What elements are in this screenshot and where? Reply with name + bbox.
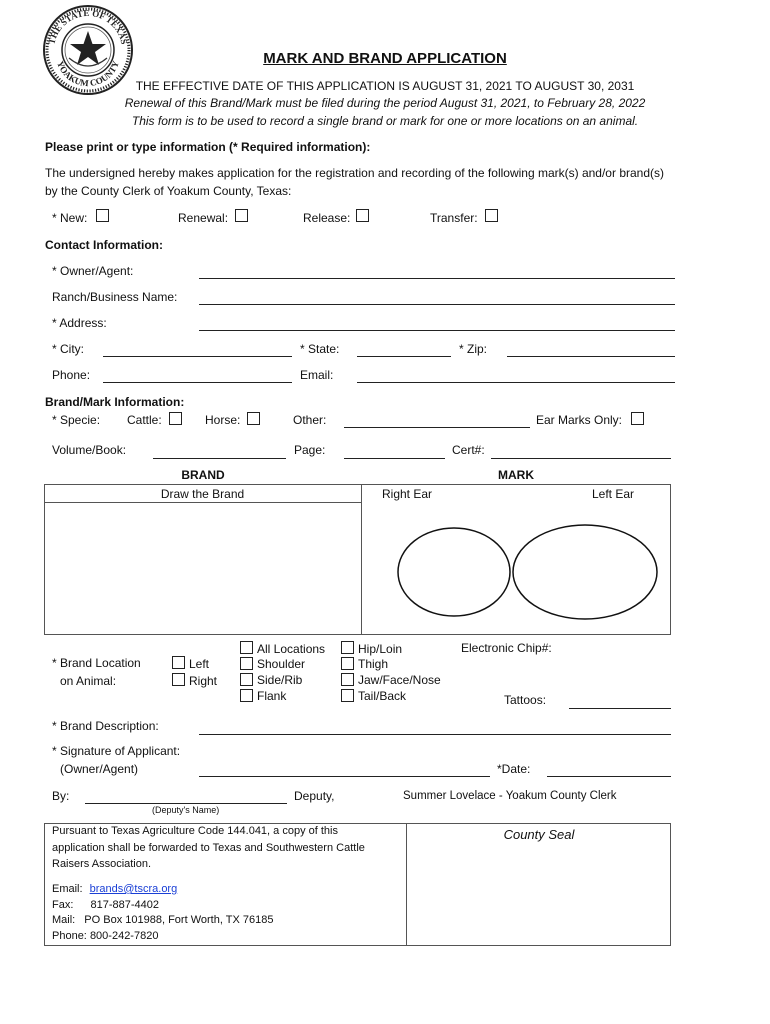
right-ear-oval xyxy=(398,528,510,616)
phone-label-footer: Phone: xyxy=(52,930,87,942)
ranch-label: Ranch/Business Name: xyxy=(52,290,178,304)
left-ear-oval xyxy=(513,525,657,619)
seal-text-top: THE STATE OF TEXAS xyxy=(46,7,130,46)
date-field[interactable] xyxy=(547,776,671,777)
zip-field[interactable] xyxy=(507,356,675,357)
tattoos-field[interactable] xyxy=(569,708,671,709)
hip-loin-checkbox[interactable] xyxy=(341,641,354,654)
left-ear-label: Left Ear xyxy=(592,487,635,501)
email-label: Email: xyxy=(300,368,334,382)
fax-label: Fax: xyxy=(52,899,74,911)
state-label: * State: xyxy=(300,342,340,356)
address-label: * Address: xyxy=(52,316,107,330)
shoulder-checkbox[interactable] xyxy=(240,657,253,670)
form-purpose: This form is to be used to record a single brand or mark for one or more locations on an animal. xyxy=(131,114,639,128)
other-field[interactable] xyxy=(344,427,530,428)
horse-checkbox[interactable] xyxy=(247,412,260,425)
right-ear-label: Right Ear xyxy=(382,487,433,501)
mail-label: Mail: xyxy=(52,914,76,926)
deputy-field[interactable] xyxy=(85,803,287,804)
shoulder-label: Shoulder xyxy=(257,657,306,671)
other-label: Other: xyxy=(293,413,327,427)
side-rib-label: Side/Rib xyxy=(257,673,303,687)
electronic-chip-label: Electronic Chip#: xyxy=(461,641,552,655)
address-field[interactable] xyxy=(199,330,675,331)
cattle-checkbox[interactable] xyxy=(169,412,182,425)
date-label: *Date: xyxy=(497,762,531,776)
earmarks-checkbox[interactable] xyxy=(631,412,644,425)
brand-heading: BRAND xyxy=(181,468,225,482)
effective-date: THE EFFECTIVE DATE OF THIS APPLICATION IS AUGUST 31, 2021 TO AUGUST 30, 2031 xyxy=(135,79,635,93)
page-title: MARK AND BRAND APPLICATION xyxy=(263,50,507,67)
tail-back-checkbox[interactable] xyxy=(341,689,354,702)
zip-label: * Zip: xyxy=(459,342,488,356)
jaw-face-nose-label: Jaw/Face/Nose xyxy=(358,673,441,687)
type-release-label: Release: xyxy=(303,211,351,225)
flank-checkbox[interactable] xyxy=(240,689,253,702)
cert-label: Cert#: xyxy=(452,443,485,457)
city-label: * City: xyxy=(52,342,85,356)
all-locations-checkbox[interactable] xyxy=(240,641,253,654)
owner-field[interactable] xyxy=(199,278,675,279)
signature-label-2: (Owner/Agent) xyxy=(60,762,139,776)
tattoos-label: Tattoos: xyxy=(504,693,547,707)
county-seal-label: County Seal xyxy=(503,827,575,842)
signature-field[interactable] xyxy=(199,776,490,777)
right-label: Right xyxy=(189,674,218,688)
draw-brand-label: Draw the Brand xyxy=(160,487,245,501)
ranch-field[interactable] xyxy=(199,304,675,305)
phone-label: Phone: xyxy=(52,368,91,382)
brand-location-label: * Brand Location xyxy=(52,656,141,670)
fax-number: 817-887-4402 xyxy=(90,899,159,911)
flank-label: Flank xyxy=(257,689,287,703)
cert-field[interactable] xyxy=(491,458,671,459)
brand-info-heading: Brand/Mark Information: xyxy=(45,395,185,409)
left-checkbox[interactable] xyxy=(172,656,185,669)
thigh-label: Thigh xyxy=(358,657,389,671)
phone-number: 800-242-7820 xyxy=(89,930,159,942)
tscra-phone-row xyxy=(52,930,158,942)
instructions: Please print or type information (* Required information): xyxy=(45,140,371,154)
pursuant-line-3: Raisers Association. xyxy=(52,858,152,870)
mail-address: PO Box 101988, Fort Worth, TX 76185 xyxy=(84,914,274,926)
tscra-email-link[interactable]: brands@tscra.org xyxy=(89,883,178,895)
renewal-period: Renewal of this Brand/Mark must be filed during the period August 31, 2021, to February 28, 2022 xyxy=(124,96,646,110)
type-renewal-checkbox[interactable] xyxy=(235,209,248,222)
deputy-name-caption: (Deputy's Name) xyxy=(152,805,220,815)
all-locations-label: All Locations xyxy=(257,642,326,656)
page-field[interactable] xyxy=(344,458,445,459)
contact-heading: Contact Information: xyxy=(45,238,163,252)
specie-label: * Specie: xyxy=(52,413,101,427)
county-clerk: Summer Lovelace - Yoakum County Clerk xyxy=(403,790,617,802)
thigh-checkbox[interactable] xyxy=(341,657,354,670)
owner-label: * Owner/Agent: xyxy=(52,264,134,278)
volume-field[interactable] xyxy=(153,458,286,459)
type-release-checkbox[interactable] xyxy=(356,209,369,222)
ear-diagrams xyxy=(396,522,660,622)
volume-label: Volume/Book: xyxy=(52,443,127,457)
side-rib-checkbox[interactable] xyxy=(240,673,253,686)
horse-label: Horse: xyxy=(205,413,241,427)
type-new-label: * New: xyxy=(52,211,88,225)
drawing-divider xyxy=(361,484,362,635)
city-field[interactable] xyxy=(103,356,292,357)
pursuant-line-2: application shall be forwarded to Texas and Southwestern Cattle xyxy=(52,842,365,854)
by-label: By: xyxy=(52,789,70,803)
email-field[interactable] xyxy=(357,382,675,383)
type-transfer-label: Transfer: xyxy=(430,211,478,225)
tscra-email-row xyxy=(52,883,177,895)
jaw-face-nose-checkbox[interactable] xyxy=(341,673,354,686)
intro-line-1: The undersigned hereby makes application for the registration and recording of the following mark(s) and/or brand(s) xyxy=(45,166,664,180)
right-checkbox[interactable] xyxy=(172,673,185,686)
email-label: Email: xyxy=(52,883,83,895)
intro-line-2: by the County Clerk of Yoakum County, Texas: xyxy=(45,184,292,198)
tail-back-label: Tail/Back xyxy=(358,689,407,703)
state-field[interactable] xyxy=(357,356,451,357)
deputy-label: Deputy, xyxy=(294,789,335,803)
brand-description-label: * Brand Description: xyxy=(52,719,159,733)
left-label: Left xyxy=(189,657,210,671)
page-label: Page: xyxy=(294,443,326,457)
brand-drawing-area[interactable] xyxy=(45,503,360,634)
brand-description-field[interactable] xyxy=(199,734,671,735)
type-renewal-label: Renewal: xyxy=(178,211,229,225)
brand-location-label-2: on Animal: xyxy=(60,674,117,688)
hip-loin-label: Hip/Loin xyxy=(358,642,403,656)
type-transfer-checkbox[interactable] xyxy=(485,209,498,222)
mark-heading: MARK xyxy=(498,468,534,482)
tscra-fax-row xyxy=(52,899,159,911)
seal-text-bottom: YOAKUM COUNTY xyxy=(55,59,121,89)
cattle-label: Cattle: xyxy=(127,413,162,427)
pursuant-line-1: Pursuant to Texas Agriculture Code 144.041, a copy of this xyxy=(52,825,338,837)
earmarks-label: Ear Marks Only: xyxy=(536,413,623,427)
tscra-mail-row xyxy=(52,914,273,926)
phone-field[interactable] xyxy=(103,382,292,383)
type-new-checkbox[interactable] xyxy=(96,209,109,222)
signature-label: * Signature of Applicant: xyxy=(52,744,181,758)
